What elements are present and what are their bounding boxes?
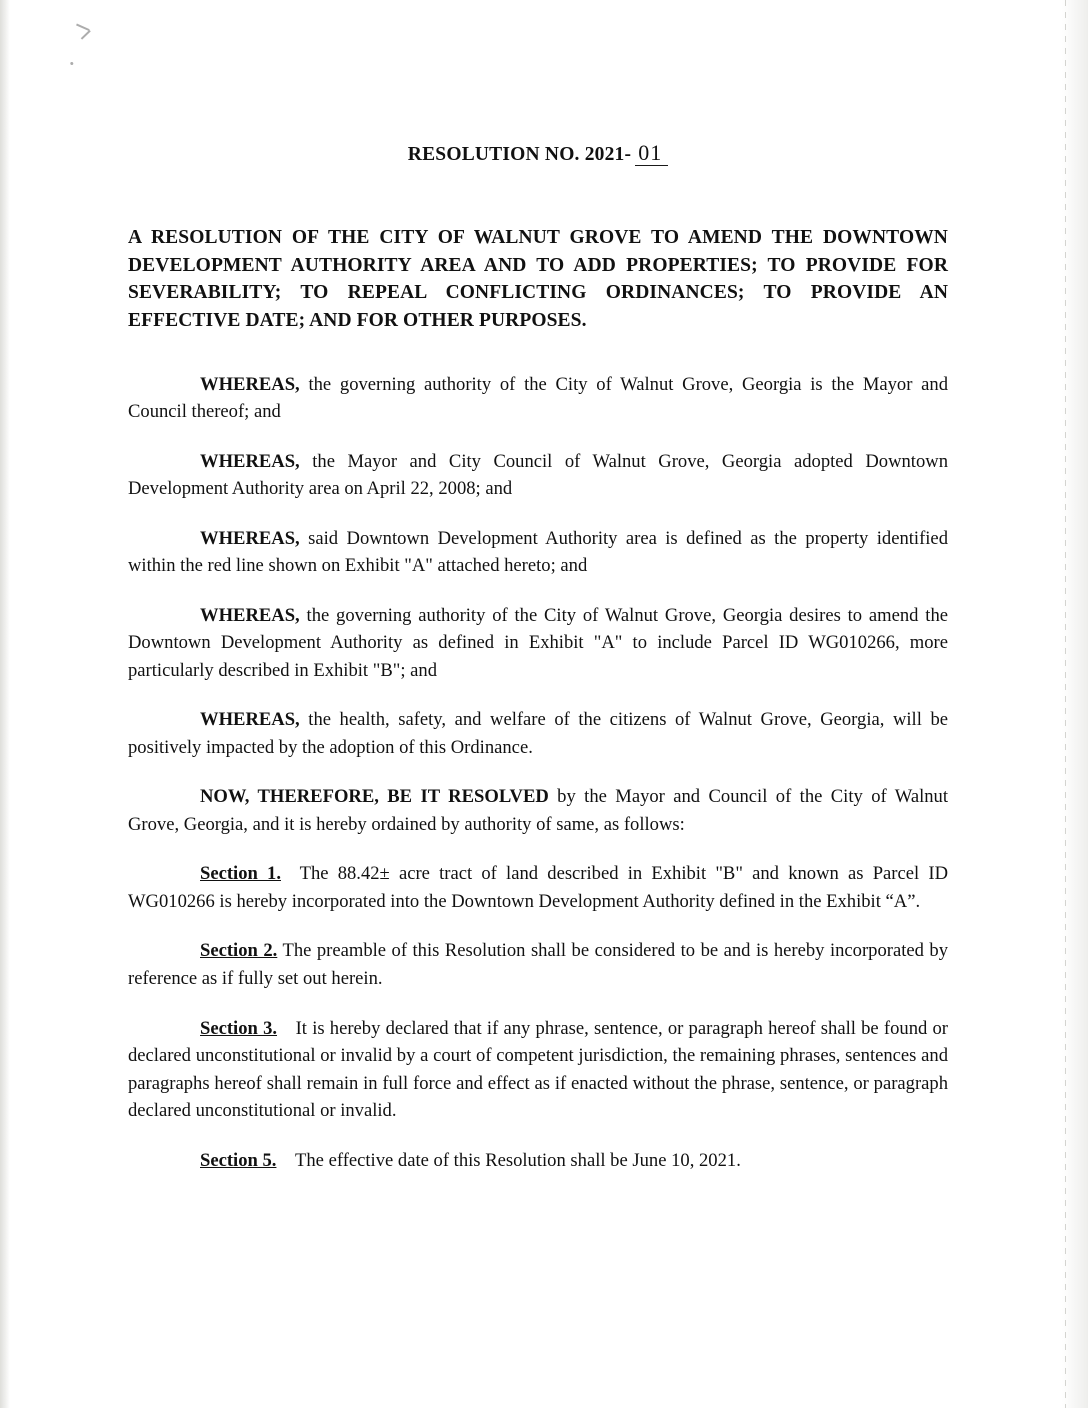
- paragraph-whereas-5: [128, 706, 948, 761]
- paragraph-whereas-4: [128, 602, 948, 685]
- paragraph-lead: WHEREAS,: [200, 527, 300, 549]
- resolution-number-heading: [128, 140, 948, 166]
- paragraph-text: said Downtown Development Authority area is defined as the property identified within the red line shown on Exhibit "A" attached hereto; and: [128, 527, 948, 577]
- paragraph-whereas-2: [128, 448, 948, 503]
- section-label: Section 3.: [200, 1017, 278, 1039]
- paragraph-text: the health, safety, and welfare of the citizens of Walnut Grove, Georgia, will be positively impacted by the adoption of this Ordinance.: [128, 709, 948, 758]
- scan-margin-rule: [1065, 0, 1066, 1408]
- paragraph-section-5: [128, 1147, 948, 1175]
- paragraph-text: The 88.42± acre tract of land described in Exhibit "B" and known as Parcel ID WG010266 is hereby incorporated into the Downtown Development Authority defined in the Exhibit “A”.: [128, 863, 948, 912]
- paragraph-section-1: [128, 860, 948, 915]
- paragraph-section-3: [128, 1015, 948, 1125]
- resolution-number-handwritten: 01: [635, 140, 668, 166]
- section-label: Section 5.: [200, 1149, 277, 1171]
- paragraph-section-2: [128, 937, 948, 992]
- paragraph-lead: WHEREAS,: [200, 709, 300, 731]
- paragraph-text: The effective date of this Resolution shall be June 10, 2021.: [276, 1149, 741, 1171]
- paragraph-text: It is hereby declared that if any phrase, sentence, or paragraph hereof shall be found or declared unconstitutional or invalid by a court of competent jurisdiction, the remaining phrases, sentences and paragraphs hereof shall remain in full force and effect as if enacted without the phrase, sentence, or paragraph declared unconstitutional or invalid.: [128, 1017, 948, 1122]
- paragraph-text: the governing authority of the City of Walnut Grove, Georgia is the Mayor and Council thereof; and: [128, 373, 948, 423]
- paragraph-lead: NOW, THEREFORE, BE IT RESOLVED: [200, 786, 549, 808]
- document-body: [128, 140, 948, 1196]
- paragraph-text: by the Mayor and Council of the City of Walnut Grove, Georgia, and it is hereby ordained by authority of same, as follows:: [128, 786, 948, 835]
- paragraph-text: The preamble of this Resolution shall be considered to be and is hereby incorporated by reference as if fully set out herein.: [128, 940, 949, 989]
- paragraph-lead: WHEREAS,: [200, 373, 300, 395]
- resolution-number-prefix: RESOLUTION NO. 2021-: [407, 144, 632, 165]
- paragraph-text: the governing authority of the City of Walnut Grove, Georgia desires to amend the Downtown Development Authority as defined in Exhibit "A" to include Parcel ID WG010266, more particularly described in Exhibit "B"; and: [128, 604, 948, 681]
- section-label: Section 1.: [200, 863, 281, 885]
- paragraph-text: the Mayor and City Council of Walnut Grove, Georgia adopted Downtown Development Authority area on April 22, 2008; and: [128, 450, 948, 500]
- scan-edge-left: [0, 0, 10, 1408]
- handwritten-corner-mark: [59, 17, 112, 70]
- paragraph-lead: WHEREAS,: [200, 604, 300, 626]
- paragraph-lead: WHEREAS,: [200, 450, 300, 472]
- paragraph-whereas-1: [128, 371, 948, 426]
- section-label: Section 2.: [200, 940, 278, 962]
- paragraph-now-therefore: [128, 783, 948, 838]
- resolution-headline: A RESOLUTION OF THE CITY OF WALNUT GROVE TO AMEND THE DOWNTOWN DEVELOPMENT AUTHORITY AREA AND TO ADD PROPERTIES; TO PROVIDE FOR SEVERABILITY; TO REPEAL CONFLICTING ORDINANCES; TO PROVIDE AN EFFECTIVE DATE; AND FOR OTHER PURPOSES.: [128, 227, 948, 332]
- paragraph-whereas-3: [128, 525, 948, 580]
